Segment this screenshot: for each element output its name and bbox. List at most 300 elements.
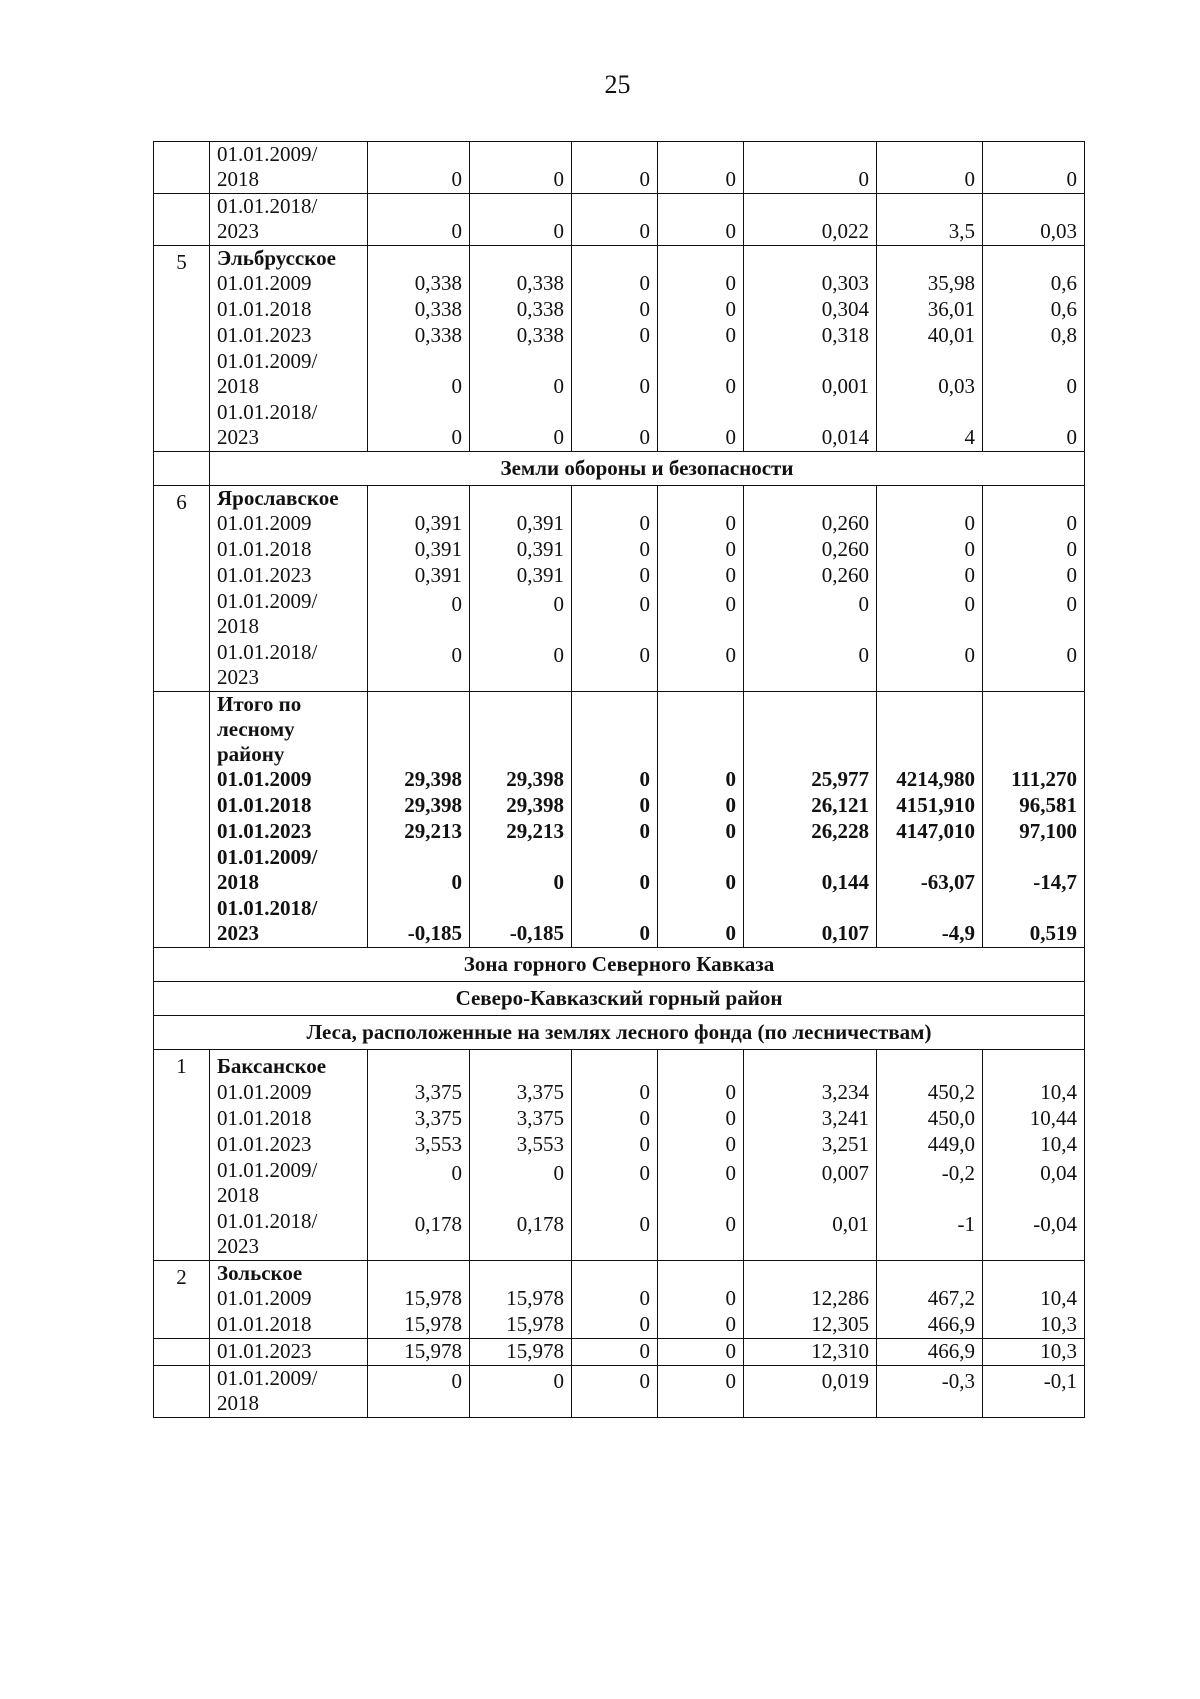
value-cell: 15,978 xyxy=(368,1261,470,1313)
label-line: 01.01.2009 xyxy=(217,511,312,535)
row-label xyxy=(210,1261,368,1313)
table-row xyxy=(154,246,1085,298)
label-line: 01.01.2018 xyxy=(217,793,312,817)
label-line: 01.01.2018/ xyxy=(217,194,318,218)
row-number xyxy=(154,589,210,640)
value-cell: 0 xyxy=(572,640,658,692)
table-row xyxy=(154,537,1085,563)
value-cell: 0 xyxy=(572,1158,658,1209)
label-line: 01.01.2018/ xyxy=(217,1209,318,1233)
table-row xyxy=(154,1312,1085,1339)
value-cell: 449,0 xyxy=(877,1132,983,1158)
value-cell: 35,98 xyxy=(877,246,983,298)
value-cell: 0 xyxy=(572,1080,658,1106)
label-line: 01.01.2009/ xyxy=(217,349,318,373)
value-cell: 0 xyxy=(368,845,470,896)
value-cell: 0 xyxy=(983,563,1085,589)
table-row xyxy=(154,896,1085,948)
row-label xyxy=(210,297,368,323)
label-line: 2023 xyxy=(217,921,259,945)
table-row xyxy=(154,1366,1085,1418)
value-cell: 0,391 xyxy=(470,563,572,589)
value-cell: 15,978 xyxy=(368,1312,470,1339)
table-row xyxy=(154,640,1085,692)
value-cell: 29,398 xyxy=(470,692,572,794)
label-line: 2023 xyxy=(217,219,259,243)
value-cell: 0,144 xyxy=(744,845,877,896)
value-cell: 0 xyxy=(572,1312,658,1339)
value-cell: 0,022 xyxy=(744,194,877,246)
row-number: 6 xyxy=(154,486,210,538)
value-cell: 0 xyxy=(744,142,877,194)
value-cell: 0,338 xyxy=(470,323,572,349)
value-cell: 29,398 xyxy=(470,793,572,819)
value-cell: 3,375 xyxy=(470,1080,572,1106)
value-cell: -4,9 xyxy=(877,896,983,948)
value-cell: 0,338 xyxy=(368,323,470,349)
value-cell: 0 xyxy=(877,589,983,640)
value-cell: 0,391 xyxy=(368,486,470,538)
value-cell: 96,581 xyxy=(983,793,1085,819)
value-cell: 0,338 xyxy=(368,297,470,323)
row-label xyxy=(210,589,368,640)
value-cell: 0,260 xyxy=(744,563,877,589)
value-cell: 15,978 xyxy=(470,1261,572,1313)
label-line: 01.01.2018 xyxy=(217,297,312,321)
value-cell: 3,251 xyxy=(744,1132,877,1158)
value-cell: -0,04 xyxy=(983,1209,1085,1261)
value-cell: 450,2 xyxy=(877,1080,983,1106)
value-cell: 0,391 xyxy=(470,537,572,563)
label-line: 01.01.2023 xyxy=(217,1339,312,1363)
row-label xyxy=(210,896,368,948)
row-label xyxy=(210,486,368,538)
section-row xyxy=(154,948,1085,982)
value-cell: 0 xyxy=(658,486,744,538)
value-cell: 0 xyxy=(744,589,877,640)
label-line: 01.01.2009/ xyxy=(217,589,318,613)
value-cell: 0 xyxy=(658,1132,744,1158)
value-cell: 10,4 xyxy=(983,1132,1085,1158)
value-cell: 0,019 xyxy=(744,1366,877,1418)
value-cell: 0 xyxy=(470,400,572,452)
value-cell: 0,04 xyxy=(983,1158,1085,1209)
table-row xyxy=(154,1080,1085,1106)
row-label xyxy=(210,563,368,589)
value-cell: 0 xyxy=(658,563,744,589)
value-cell: 0 xyxy=(470,349,572,400)
value-cell: 4 xyxy=(877,400,983,452)
value-cell: 0 xyxy=(658,400,744,452)
value-cell: 0 xyxy=(572,896,658,948)
value-cell xyxy=(983,1050,1085,1081)
row-label xyxy=(210,1080,368,1106)
row-label xyxy=(210,1339,368,1366)
value-cell: -0,185 xyxy=(368,896,470,948)
label-line: 01.01.2009/ xyxy=(217,142,318,166)
label-line: 01.01.2018/ xyxy=(217,400,318,424)
label-line: 2018 xyxy=(217,1391,259,1415)
value-cell: 15,978 xyxy=(368,1339,470,1366)
label-line: Ярославское xyxy=(217,486,339,510)
table-row xyxy=(154,1339,1085,1366)
value-cell: 3,234 xyxy=(744,1080,877,1106)
value-cell: 10,4 xyxy=(983,1261,1085,1313)
label-line: 2018 xyxy=(217,870,259,894)
row-number xyxy=(154,845,210,896)
table-row xyxy=(154,323,1085,349)
value-cell: 12,305 xyxy=(744,1312,877,1339)
row-number xyxy=(154,1209,210,1261)
section-row xyxy=(154,1016,1085,1050)
value-cell: 26,228 xyxy=(744,819,877,845)
value-cell: 40,01 xyxy=(877,323,983,349)
row-label xyxy=(210,400,368,452)
label-line: 2023 xyxy=(217,425,259,449)
row-label xyxy=(210,1106,368,1132)
value-cell: 0 xyxy=(572,537,658,563)
value-cell: 0,8 xyxy=(983,323,1085,349)
value-cell: 0 xyxy=(470,1366,572,1418)
row-number: 1 xyxy=(154,1050,210,1081)
value-cell: 4214,980 xyxy=(877,692,983,794)
value-cell: 3,375 xyxy=(470,1106,572,1132)
row-number xyxy=(154,1132,210,1158)
section-row xyxy=(154,452,1085,486)
row-number xyxy=(154,819,210,845)
value-cell: 0 xyxy=(572,563,658,589)
row-number xyxy=(154,297,210,323)
section-heading: Земли обороны и безопасности xyxy=(210,452,1085,486)
value-cell: 3,5 xyxy=(877,194,983,246)
value-cell: 0,519 xyxy=(983,896,1085,948)
table-row xyxy=(154,349,1085,400)
value-cell: 3,553 xyxy=(470,1132,572,1158)
value-cell: 0 xyxy=(470,194,572,246)
value-cell: 0 xyxy=(877,537,983,563)
row-number: 2 xyxy=(154,1261,210,1313)
section-row xyxy=(154,982,1085,1016)
number-cell xyxy=(154,452,210,486)
table-row xyxy=(154,692,1085,794)
value-cell: 0 xyxy=(877,142,983,194)
value-cell xyxy=(470,1050,572,1081)
value-cell: 36,01 xyxy=(877,297,983,323)
value-cell: 0 xyxy=(658,1080,744,1106)
value-cell: 0 xyxy=(572,1366,658,1418)
table-row xyxy=(154,589,1085,640)
label-line: Баксанское xyxy=(217,1054,327,1078)
value-cell: 4147,010 xyxy=(877,819,983,845)
label-line: 01.01.2023 xyxy=(217,563,312,587)
value-cell: 15,978 xyxy=(470,1312,572,1339)
row-number xyxy=(154,640,210,692)
row-number xyxy=(154,692,210,794)
value-cell: 0 xyxy=(658,142,744,194)
label-line: 2018 xyxy=(217,1183,259,1207)
value-cell: 0,01 xyxy=(744,1209,877,1261)
value-cell: 0,303 xyxy=(744,246,877,298)
forest-data-table xyxy=(153,141,1085,1418)
row-label xyxy=(210,142,368,194)
section-heading: Северо-Кавказский горный район xyxy=(154,982,1085,1016)
row-label xyxy=(210,1050,368,1081)
label-line: Эльбрусское xyxy=(217,246,336,270)
value-cell: 25,977 xyxy=(744,692,877,794)
value-cell: 0 xyxy=(983,589,1085,640)
value-cell: 0 xyxy=(658,1366,744,1418)
value-cell: 0 xyxy=(658,692,744,794)
value-cell: 0 xyxy=(572,349,658,400)
label-line: 01.01.2009 xyxy=(217,271,312,295)
value-cell: 0 xyxy=(877,486,983,538)
value-cell: 0,6 xyxy=(983,246,1085,298)
value-cell: 0 xyxy=(658,246,744,298)
label-line: 01.01.2018 xyxy=(217,537,312,561)
row-number xyxy=(154,563,210,589)
value-cell: 0 xyxy=(658,1312,744,1339)
label-line: 01.01.2023 xyxy=(217,819,312,843)
label-line: 01.01.2009/ xyxy=(217,845,318,869)
value-cell: 0 xyxy=(572,194,658,246)
value-cell xyxy=(368,1050,470,1081)
value-cell: 29,213 xyxy=(368,819,470,845)
value-cell: 0 xyxy=(658,640,744,692)
value-cell: 0 xyxy=(368,142,470,194)
row-label xyxy=(210,692,368,794)
row-number xyxy=(154,537,210,563)
row-label xyxy=(210,845,368,896)
row-label xyxy=(210,537,368,563)
label-line: 01.01.2009/ xyxy=(217,1366,318,1390)
value-cell: 29,213 xyxy=(470,819,572,845)
value-cell: 0 xyxy=(368,400,470,452)
value-cell: 0 xyxy=(368,640,470,692)
value-cell: 466,9 xyxy=(877,1312,983,1339)
row-number xyxy=(154,1312,210,1339)
value-cell: 10,3 xyxy=(983,1339,1085,1366)
value-cell: 0 xyxy=(658,323,744,349)
value-cell: 0 xyxy=(877,563,983,589)
value-cell: -0,3 xyxy=(877,1366,983,1418)
value-cell: 0 xyxy=(572,297,658,323)
value-cell: 0 xyxy=(572,246,658,298)
value-cell: 3,375 xyxy=(368,1106,470,1132)
value-cell: 0 xyxy=(983,537,1085,563)
value-cell: 0 xyxy=(572,692,658,794)
value-cell: 0,391 xyxy=(368,563,470,589)
value-cell: 0 xyxy=(368,349,470,400)
label-line: Итого по xyxy=(217,692,302,716)
value-cell: 0,178 xyxy=(368,1209,470,1261)
value-cell: 0 xyxy=(658,896,744,948)
label-line: 2018 xyxy=(217,614,259,638)
value-cell: 26,121 xyxy=(744,793,877,819)
value-cell: -0,1 xyxy=(983,1366,1085,1418)
value-cell: 0 xyxy=(470,142,572,194)
value-cell: 0 xyxy=(658,845,744,896)
value-cell: 12,310 xyxy=(744,1339,877,1366)
value-cell: 0 xyxy=(983,486,1085,538)
row-number xyxy=(154,1158,210,1209)
row-label xyxy=(210,1132,368,1158)
row-label xyxy=(210,1312,368,1339)
row-label xyxy=(210,246,368,298)
value-cell: 0,260 xyxy=(744,486,877,538)
value-cell: 0,007 xyxy=(744,1158,877,1209)
row-number xyxy=(154,896,210,948)
row-number xyxy=(154,1080,210,1106)
label-line: лесному xyxy=(217,717,295,741)
label-line: 01.01.2018 xyxy=(217,1312,312,1336)
value-cell: 0 xyxy=(572,1132,658,1158)
table-row xyxy=(154,297,1085,323)
row-number xyxy=(154,323,210,349)
row-label xyxy=(210,640,368,692)
row-label xyxy=(210,194,368,246)
table-row xyxy=(154,1132,1085,1158)
value-cell: 0 xyxy=(572,819,658,845)
row-number xyxy=(154,349,210,400)
value-cell: 0,001 xyxy=(744,349,877,400)
table-row xyxy=(154,845,1085,896)
value-cell: 10,4 xyxy=(983,1080,1085,1106)
table-body xyxy=(154,142,1085,1418)
table-row xyxy=(154,563,1085,589)
value-cell: 0 xyxy=(572,1261,658,1313)
value-cell: 0 xyxy=(368,1366,470,1418)
value-cell: 466,9 xyxy=(877,1339,983,1366)
value-cell: 29,398 xyxy=(368,793,470,819)
value-cell: 0 xyxy=(658,349,744,400)
value-cell: -0,2 xyxy=(877,1158,983,1209)
value-cell: -63,07 xyxy=(877,845,983,896)
value-cell: 0,014 xyxy=(744,400,877,452)
value-cell: 15,978 xyxy=(470,1339,572,1366)
value-cell: 0 xyxy=(658,1106,744,1132)
table-row xyxy=(154,194,1085,246)
label-line: 01.01.2009/ xyxy=(217,1158,318,1182)
value-cell: 0 xyxy=(658,793,744,819)
value-cell xyxy=(572,1050,658,1081)
value-cell: 0,03 xyxy=(877,349,983,400)
value-cell: 0,03 xyxy=(983,194,1085,246)
value-cell: 0 xyxy=(877,640,983,692)
value-cell: 0 xyxy=(572,589,658,640)
value-cell: 0 xyxy=(658,1339,744,1366)
value-cell: 3,241 xyxy=(744,1106,877,1132)
value-cell: 0 xyxy=(658,537,744,563)
value-cell: 0 xyxy=(658,297,744,323)
label-line: 01.01.2009 xyxy=(217,1286,312,1310)
value-cell: 0 xyxy=(572,400,658,452)
page-number: 25 xyxy=(604,70,631,99)
table-row xyxy=(154,1050,1085,1081)
value-cell: 450,0 xyxy=(877,1106,983,1132)
value-cell: -0,185 xyxy=(470,896,572,948)
value-cell: 0,304 xyxy=(744,297,877,323)
value-cell: 0 xyxy=(658,1261,744,1313)
row-label xyxy=(210,793,368,819)
value-cell: 29,398 xyxy=(368,692,470,794)
section-heading: Леса, расположенные на землях лесного фонда (по лесничествам) xyxy=(154,1016,1085,1050)
label-line: 01.01.2018/ xyxy=(217,640,318,664)
row-number xyxy=(154,1106,210,1132)
value-cell: 0 xyxy=(658,819,744,845)
value-cell: 3,553 xyxy=(368,1132,470,1158)
row-number xyxy=(154,142,210,194)
row-label xyxy=(210,819,368,845)
value-cell: 10,3 xyxy=(983,1312,1085,1339)
value-cell: 0 xyxy=(983,349,1085,400)
table-row xyxy=(154,1209,1085,1261)
table-row xyxy=(154,486,1085,538)
value-cell: 0 xyxy=(983,640,1085,692)
value-cell: 0 xyxy=(470,845,572,896)
value-cell xyxy=(658,1050,744,1081)
value-cell: 0 xyxy=(368,589,470,640)
value-cell: 0,260 xyxy=(744,537,877,563)
value-cell: 3,375 xyxy=(368,1080,470,1106)
label-line: 2023 xyxy=(217,665,259,689)
label-line: району xyxy=(217,742,285,766)
value-cell: 0 xyxy=(470,640,572,692)
row-label xyxy=(210,1158,368,1209)
value-cell: 111,270 xyxy=(983,692,1085,794)
row-number xyxy=(154,1366,210,1418)
row-label xyxy=(210,323,368,349)
label-line: 2018 xyxy=(217,167,259,191)
value-cell: 0 xyxy=(572,323,658,349)
row-number xyxy=(154,1339,210,1366)
value-cell: -1 xyxy=(877,1209,983,1261)
value-cell: 4151,910 xyxy=(877,793,983,819)
label-line: 01.01.2023 xyxy=(217,1132,312,1156)
value-cell: 97,100 xyxy=(983,819,1085,845)
section-heading: Зона горного Северного Кавказа xyxy=(154,948,1085,982)
value-cell: 10,44 xyxy=(983,1106,1085,1132)
row-number xyxy=(154,793,210,819)
label-line: 2023 xyxy=(217,1234,259,1258)
table-row xyxy=(154,793,1085,819)
value-cell: 0,318 xyxy=(744,323,877,349)
value-cell: 0 xyxy=(572,1209,658,1261)
value-cell: 0 xyxy=(572,845,658,896)
value-cell: -14,7 xyxy=(983,845,1085,896)
value-cell: 0 xyxy=(983,400,1085,452)
value-cell: 0 xyxy=(572,486,658,538)
value-cell: 0,391 xyxy=(368,537,470,563)
value-cell xyxy=(877,1050,983,1081)
value-cell: 0,6 xyxy=(983,297,1085,323)
table-row xyxy=(154,142,1085,194)
value-cell: 0 xyxy=(572,793,658,819)
value-cell: 12,286 xyxy=(744,1261,877,1313)
label-line: 01.01.2018 xyxy=(217,1106,312,1130)
value-cell: 467,2 xyxy=(877,1261,983,1313)
value-cell: 0 xyxy=(744,640,877,692)
value-cell: 0,178 xyxy=(470,1209,572,1261)
label-line: Зольское xyxy=(217,1261,303,1285)
row-label xyxy=(210,349,368,400)
row-number xyxy=(154,194,210,246)
value-cell: 0 xyxy=(470,589,572,640)
value-cell: 0 xyxy=(658,194,744,246)
table-row xyxy=(154,819,1085,845)
row-number: 5 xyxy=(154,246,210,298)
label-line: 01.01.2009 xyxy=(217,767,312,791)
label-line: 2018 xyxy=(217,374,259,398)
